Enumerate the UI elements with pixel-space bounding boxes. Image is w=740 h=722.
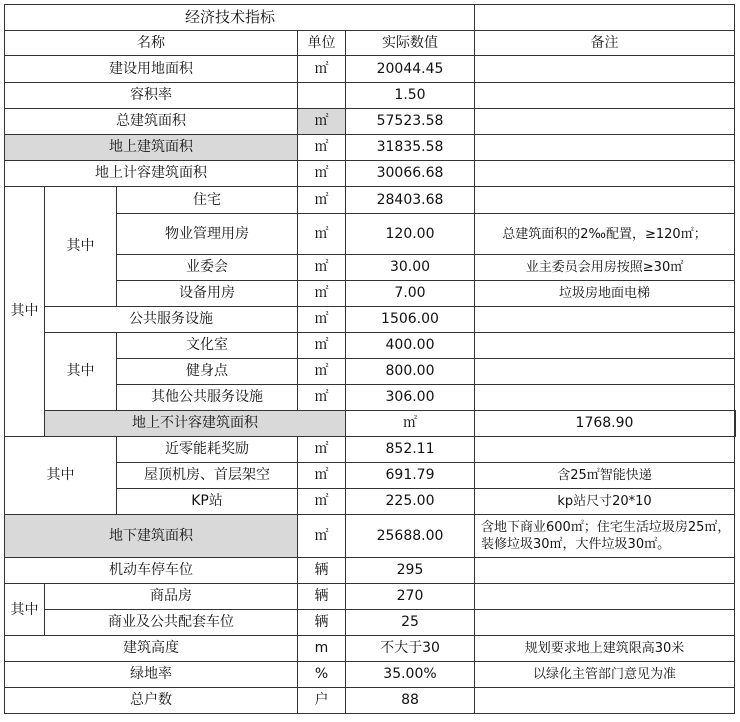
- row-unit: ㎡: [298, 161, 346, 187]
- row-name: 设备用房: [117, 281, 298, 307]
- row-remark: [475, 359, 735, 385]
- subgroup-label: 其中: [45, 333, 117, 411]
- row-name: 容积率: [5, 83, 298, 109]
- row-remark: 以绿化主管部门意见为准: [475, 662, 735, 688]
- row-remark: 垃圾房地面电梯: [475, 281, 735, 307]
- row-value: 306.00: [346, 385, 475, 411]
- row-remark: 含地下商业600㎡；住宅生活垃圾房25㎡，装修垃圾30㎡，大件垃圾30㎡。: [475, 515, 735, 558]
- row-unit: m: [298, 636, 346, 662]
- table-row: [5, 161, 736, 187]
- row-unit: ㎡: [298, 385, 346, 411]
- row-value: 852.11: [346, 437, 475, 463]
- title-row: [5, 5, 736, 31]
- row-unit: ㎡: [298, 255, 346, 281]
- row-name: 物业管理用房: [117, 214, 298, 255]
- row-value: 不大于30: [346, 636, 475, 662]
- row-value: 225.00: [346, 489, 475, 515]
- row-name: 近零能耗奖励: [117, 437, 298, 463]
- row-value: 88: [346, 688, 475, 714]
- row-remark: [475, 187, 735, 214]
- table-row: [5, 109, 736, 135]
- row-unit: ㎡: [298, 359, 346, 385]
- row-name: 其他公共服务设施: [117, 385, 298, 411]
- row-name: 地下建筑面积: [5, 515, 298, 558]
- row-unit: ㎡: [298, 489, 346, 515]
- header-remark: 备注: [475, 31, 735, 56]
- row-unit: 辆: [298, 558, 346, 584]
- row-value: 25: [346, 610, 475, 636]
- title-remark-cell: [475, 5, 735, 31]
- table-title: 经济技术指标: [5, 5, 475, 31]
- row-remark: [735, 411, 736, 437]
- row-value: 20044.45: [346, 56, 475, 83]
- row-unit: 辆: [298, 584, 346, 610]
- row-value: 7.00: [346, 281, 475, 307]
- row-remark: [475, 333, 735, 359]
- row-name: 地上不计容建筑面积: [45, 411, 346, 437]
- row-value: 691.79: [346, 463, 475, 489]
- row-unit: ㎡: [298, 214, 346, 255]
- table-row: [5, 56, 736, 83]
- row-remark: 总建筑面积的2‰配置，≥120㎡；: [475, 214, 735, 255]
- row-value: 295: [346, 558, 475, 584]
- row-value: 30.00: [346, 255, 475, 281]
- row-unit: [298, 83, 346, 109]
- row-name: 公共服务设施: [45, 307, 298, 333]
- row-name: 总建筑面积: [5, 109, 298, 135]
- row-unit: ㎡: [298, 187, 346, 214]
- header-name: 名称: [5, 31, 298, 56]
- row-unit: 辆: [298, 610, 346, 636]
- group-label: 其中: [5, 437, 117, 515]
- row-remark: [475, 56, 735, 83]
- row-name: 总户数: [5, 688, 298, 714]
- indicator-sheet: [4, 4, 736, 714]
- subgroup-label: 其中: [45, 187, 117, 307]
- row-remark: [475, 688, 735, 714]
- row-remark: [475, 307, 735, 333]
- row-remark: [475, 610, 735, 636]
- row-value: 400.00: [346, 333, 475, 359]
- row-remark: [475, 109, 735, 135]
- row-unit: ㎡: [298, 515, 346, 558]
- row-value: 25688.00: [346, 515, 475, 558]
- row-remark: 含25㎡智能快递: [475, 463, 735, 489]
- table-row: [5, 333, 736, 359]
- table-row: [5, 307, 736, 333]
- row-name: 机动车停车位: [5, 558, 298, 584]
- row-unit: 户: [298, 688, 346, 714]
- row-name: 健身点: [117, 359, 298, 385]
- row-value: 270: [346, 584, 475, 610]
- row-unit: ㎡: [298, 437, 346, 463]
- row-unit: ㎡: [298, 307, 346, 333]
- header-unit: 单位: [298, 31, 346, 56]
- row-name: 地上计容建筑面积: [5, 161, 298, 187]
- row-value: 1506.00: [346, 307, 475, 333]
- row-name: 屋顶机房、首层架空: [117, 463, 298, 489]
- row-unit: ㎡: [298, 333, 346, 359]
- row-name: 商品房: [45, 584, 298, 610]
- table-row: [5, 558, 736, 584]
- row-value: 1.50: [346, 83, 475, 109]
- row-unit: ㎡: [346, 411, 475, 437]
- table-row: [5, 83, 736, 109]
- row-value: 57523.58: [346, 109, 475, 135]
- row-unit: ㎡: [298, 281, 346, 307]
- row-value: 35.00%: [346, 662, 475, 688]
- row-unit: ㎡: [298, 56, 346, 83]
- row-unit: ㎡: [298, 109, 346, 135]
- row-value: 28403.68: [346, 187, 475, 214]
- row-unit: %: [298, 662, 346, 688]
- table-row: [5, 515, 736, 558]
- table-row: [5, 437, 736, 463]
- table-row: [5, 610, 736, 636]
- row-remark: [475, 437, 735, 463]
- table-row: [5, 135, 736, 161]
- row-remark: 业主委员会用房按照≥30㎡: [475, 255, 735, 281]
- row-value: 1768.90: [475, 411, 735, 437]
- row-remark: [475, 161, 735, 187]
- row-remark: [475, 558, 735, 584]
- row-name: 建设用地面积: [5, 56, 298, 83]
- table-row: [5, 636, 736, 662]
- row-remark: [475, 83, 735, 109]
- header-value: 实际数值: [346, 31, 475, 56]
- row-name: 地上建筑面积: [5, 135, 298, 161]
- row-value: 30066.68: [346, 161, 475, 187]
- row-remark: 规划要求地上建筑限高30米: [475, 636, 735, 662]
- row-name: KP站: [117, 489, 298, 515]
- row-name: 文化室: [117, 333, 298, 359]
- header-row: [5, 31, 736, 56]
- row-name: 住宅: [117, 187, 298, 214]
- economic-indicators-table: [4, 4, 736, 714]
- row-name: 绿地率: [5, 662, 298, 688]
- table-row: [5, 411, 736, 437]
- row-remark: [475, 385, 735, 411]
- group-label: 其中: [5, 187, 45, 437]
- row-value: 800.00: [346, 359, 475, 385]
- table-row: [5, 187, 736, 214]
- row-name: 建筑高度: [5, 636, 298, 662]
- row-remark: kp站尺寸20*10: [475, 489, 735, 515]
- row-unit: ㎡: [298, 463, 346, 489]
- row-value: 120.00: [346, 214, 475, 255]
- table-row: [5, 662, 736, 688]
- row-name: 业委会: [117, 255, 298, 281]
- row-remark: [475, 135, 735, 161]
- table-row: [5, 688, 736, 714]
- row-remark: [475, 584, 735, 610]
- row-value: 31835.58: [346, 135, 475, 161]
- row-name: 商业及公共配套车位: [45, 610, 298, 636]
- group-label: 其中: [5, 584, 45, 636]
- row-unit: ㎡: [298, 135, 346, 161]
- table-row: [5, 584, 736, 610]
